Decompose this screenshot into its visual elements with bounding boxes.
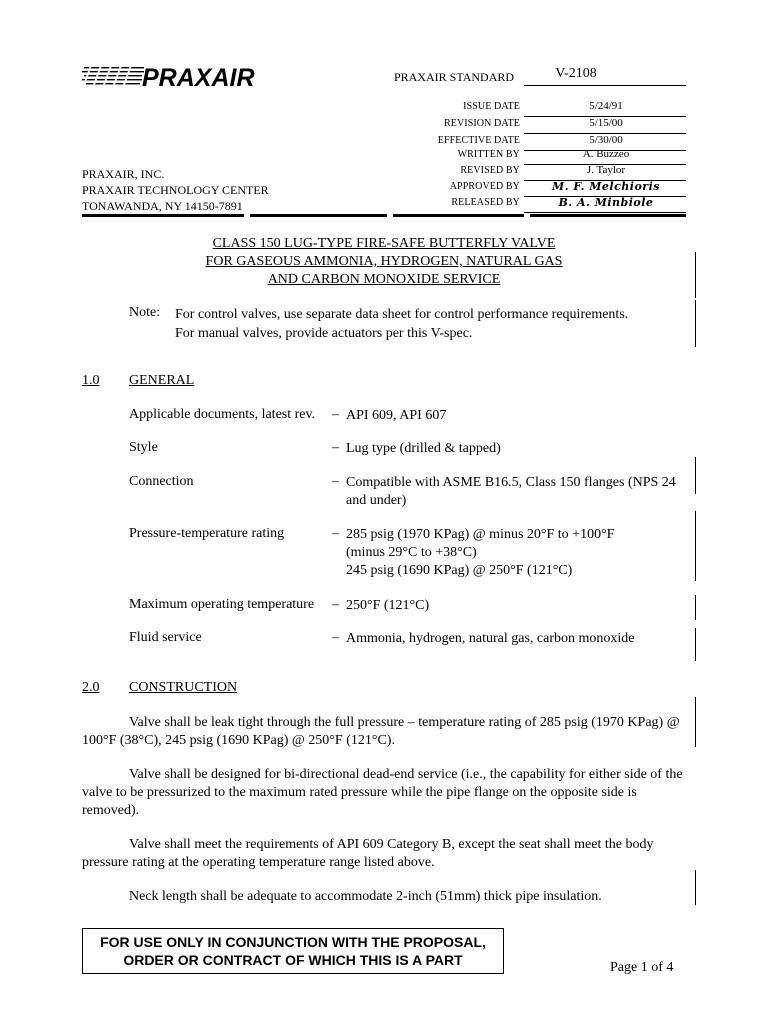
meta-label: ISSUE DATE	[463, 101, 520, 112]
spec-key: Pressure-temperature rating	[129, 526, 285, 541]
meta-value: 5/30/00	[589, 134, 623, 146]
section-2-number: 2.0	[82, 680, 100, 695]
meta-written-by	[380, 148, 686, 165]
spec-value-line: 285 psig (1970 KPag) @ minus 20°F to +100°F	[346, 527, 615, 542]
spec-dash: –	[332, 407, 339, 422]
revision-bar	[695, 457, 696, 494]
spec-key: Applicable documents, latest rev.	[129, 407, 316, 422]
spec-value: Compatible with ASME B16.5, Class 150 flanges (NPS 24 and under)	[346, 475, 676, 508]
company-city: TONAWANDA, NY 14150-7891	[82, 199, 243, 213]
meta-value: 5/24/91	[589, 100, 623, 112]
spec-value-line: (minus 29°C to +38°C)	[346, 545, 477, 560]
spec-key: Fluid service	[129, 630, 202, 645]
meta-revision-date	[380, 117, 686, 134]
title-line: AND CARBON MONOXIDE SERVICE	[267, 272, 501, 287]
spec-dash: –	[332, 597, 339, 612]
revision-bar	[695, 870, 696, 905]
standard-number: V-2108	[555, 66, 597, 81]
note-label: Note:	[129, 305, 161, 320]
revision-bar	[695, 628, 696, 661]
meta-value: J. Taylor	[586, 164, 626, 176]
meta-label: RELEASED BY	[451, 197, 520, 208]
spec-value: Lug type (drilled & tapped)	[346, 441, 501, 456]
spec-value-line: 245 psig (1690 KPag) @ 250°F (121°C)	[346, 563, 573, 578]
company-address	[82, 166, 269, 214]
revision-bar	[695, 595, 696, 620]
spec-dash: –	[332, 630, 339, 645]
spec-key: Connection	[129, 474, 194, 489]
note-line: For manual valves, provide actuators per this V-spec.	[175, 326, 473, 341]
spec-value: 250°F (121°C)	[346, 598, 430, 613]
spec-key: Maximum operating temperature	[129, 597, 315, 612]
meta-value: 5/15/00	[589, 117, 623, 129]
section-1-number: 1.0	[82, 373, 100, 388]
spec-dash: –	[332, 474, 339, 489]
note-text	[175, 305, 628, 343]
title-line: CLASS 150 LUG-TYPE FIRE-SAFE BUTTERFLY VALVE	[212, 236, 556, 251]
meta-revised-by	[380, 164, 686, 181]
paragraph: Valve shall be designed for bi-directional dead-end service (i.e., the capability for either side of the valve to be pressurized to the maximum rated pressure while the pipe flange on the opposite side is removed).	[82, 767, 683, 818]
logo-wordmark: PRAXAIR	[142, 64, 255, 90]
revision-bar	[695, 511, 696, 581]
spec-dash: –	[332, 526, 339, 541]
notice-line: ORDER OR CONTRACT OF WHICH THIS IS A PART	[123, 952, 463, 968]
revision-bar	[695, 252, 696, 298]
standard-underline	[524, 85, 686, 86]
approver-signature: M. F. Melchioris	[552, 180, 660, 193]
meta-label: WRITTEN BY	[457, 149, 520, 160]
notice-line: FOR USE ONLY IN CONJUNCTION WITH THE PROPOSAL,	[100, 934, 486, 950]
releaser-signature: B. A. Minbiole	[558, 196, 654, 209]
meta-label: REVISION DATE	[443, 118, 520, 129]
company-center: PRAXAIR TECHNOLOGY CENTER	[82, 183, 269, 197]
usage-notice-box	[82, 928, 504, 974]
paragraph: Neck length shall be adequate to accommodate 2-inch (51mm) thick pipe insulation.	[129, 889, 602, 904]
document-title	[82, 235, 686, 289]
header-divider	[82, 214, 686, 217]
page-number: Page 1 of 4	[610, 960, 674, 975]
spec-value: Ammonia, hydrogen, natural gas, carbon monoxide	[346, 631, 635, 646]
meta-issue-date	[380, 100, 686, 117]
spec-value: API 609, API 607	[346, 408, 447, 423]
section-1-title: GENERAL	[129, 373, 195, 388]
revision-bar	[695, 697, 696, 747]
meta-approved-by	[380, 180, 686, 197]
meta-value: A. Buzzeo	[582, 148, 630, 160]
spec-key: Style	[129, 440, 158, 455]
note-line: For control valves, use separate data sheet for control performance requirements.	[175, 307, 629, 322]
standard-label: PRAXAIR STANDARD	[394, 70, 515, 84]
title-line: FOR GASEOUS AMMONIA, HYDROGEN, NATURAL GAS	[205, 254, 563, 269]
paragraph: Valve shall meet the requirements of API 609 Category B, except the seat shall meet the body pressure rating at the operating temperature range listed above.	[82, 837, 654, 870]
paragraph: Valve shall be leak tight through the full pressure – temperature rating of 285 psig (1970 KPag) @ 100°F (38°C), 245 psig (1690 KPag) @ 250°F (121°C).	[82, 715, 680, 748]
section-2-title: CONSTRUCTION	[129, 680, 238, 695]
meta-label: REVISED BY	[460, 165, 520, 176]
spec-value	[346, 526, 686, 580]
meta-label: APPROVED BY	[449, 181, 520, 192]
revision-bar	[695, 300, 696, 347]
meta-label: EFFECTIVE DATE	[437, 135, 520, 146]
company-name: PRAXAIR, INC.	[82, 167, 165, 181]
meta-released-by	[380, 196, 686, 213]
spec-dash: –	[332, 440, 339, 455]
praxair-logo	[82, 60, 258, 90]
